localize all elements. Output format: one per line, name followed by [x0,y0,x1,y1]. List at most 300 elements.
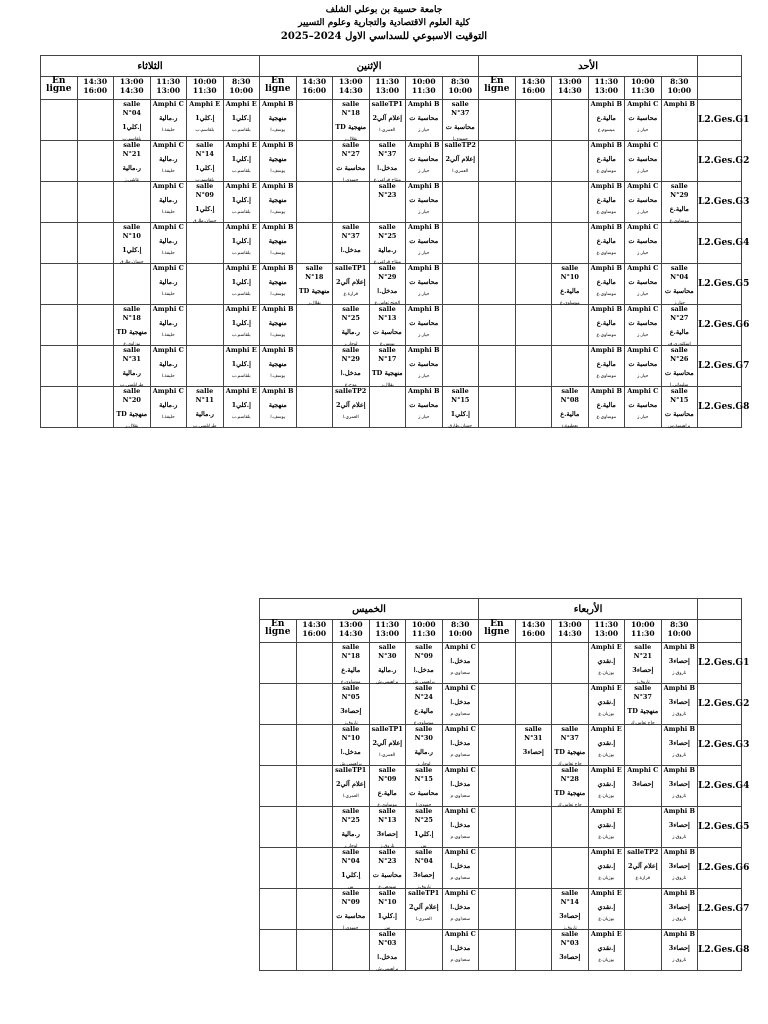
teacher-label: بقلال.ر [307,301,321,306]
session [297,807,333,847]
subject-label: إ.كلي1 [195,205,215,213]
teacher-label: حيار.ز [637,128,649,133]
session [78,305,114,345]
teacher-label: سعداوي.م [450,876,470,881]
session [187,182,223,222]
corner-cell [698,599,742,620]
group-label: L2.Ges.G2 [698,684,742,725]
time-slot-header: 14:30 16:00 [515,77,552,100]
session [187,223,223,263]
room-label: Amphi C [152,100,184,108]
teacher-label: بلقاسم.ب [195,128,215,133]
session [297,766,333,806]
session-cell [223,100,260,141]
session [260,930,296,970]
session [151,305,187,345]
session [625,807,661,847]
room-label: Amphi C [152,305,184,313]
subject-label: منهجية [268,278,287,286]
session-cell [150,387,187,428]
session-cell [406,643,443,684]
room-label: Amphi C [152,387,184,395]
room-label: salle N°14 [195,141,214,158]
session-cell [77,305,114,346]
faculty-name: كلية العلوم الاقتصادية والتجارية وعلوم التسيير [298,18,470,28]
session [151,387,187,427]
subject-label: إحصاء3 [668,780,690,788]
session [589,807,625,847]
room-label: salle N°31 [524,725,543,742]
session-cell [552,807,589,848]
subject-label: محاسبة ت [664,369,694,377]
teacher-label: حيار.ز [418,374,430,379]
session [589,766,625,806]
session [151,264,187,304]
subject-label: ر.مالية [378,666,397,674]
subject-label: مدخل.ا [450,739,471,747]
room-label: salleTP2 [444,141,476,149]
session [479,848,515,888]
session [516,643,552,683]
room-label: salleTP1 [371,100,403,108]
session-cell [260,387,297,428]
session [333,223,369,263]
teacher-label: العمري.ا [342,794,359,799]
room-label: Amphi C [152,223,184,231]
subject-label: محاسبة ت [409,319,439,327]
time-slot-header: 10:00 11:30 [406,620,443,643]
session-cell [260,643,297,684]
room-label: Amphi C [444,684,476,692]
teacher-label: بوزيان.ع [598,876,615,881]
session [552,346,588,386]
session [297,848,333,888]
session-cell [223,223,260,264]
group-label: L2.Ges.G5 [698,807,742,848]
session-cell [515,264,552,305]
room-label: Amphi B [408,223,440,231]
teacher-label: سعداوي.م [450,671,470,676]
time-slot-header: 8:30 10:00 [661,620,698,643]
session [187,141,223,181]
subject-label: ر.مالية [159,319,178,327]
teacher-label: بوبس.ع [379,342,395,347]
teacher-label: بوزيان.ع [598,671,615,676]
corner-cell [698,77,742,100]
session [479,182,515,222]
session [662,305,698,345]
session [662,100,698,140]
teacher-label: حيار.ز [418,128,430,133]
teacher-label: العمري.ا [342,415,359,420]
teacher-label: بوزيان.ع [598,753,615,758]
session [78,100,114,140]
session [516,930,552,970]
room-label: salle N°27 [670,305,689,322]
teacher-label: حيار.ز [637,374,649,379]
day-header: الأحد [479,56,698,77]
session-cell [187,182,224,223]
session-cell [552,141,589,182]
session-cell [588,766,625,807]
subject-label: مالية.ع [596,155,616,163]
teacher-label: سعداوي.م [450,917,470,922]
session-cell [406,387,443,428]
session-cell [260,684,297,725]
subject-label: إ.كلي1 [231,319,251,327]
room-label: salle N°15 [670,387,689,404]
session [260,643,296,683]
session [370,346,406,386]
teacher-label: حيار.ز [637,169,649,174]
session [114,346,150,386]
session-cell [625,305,662,346]
subject-label: ر.مالية [159,114,178,122]
teacher-label: العمري.ا [452,169,469,174]
session [370,848,406,888]
room-label: Amphi B [262,264,294,272]
session-cell [479,643,516,684]
session-cell [369,889,406,930]
room-label: Amphi E [225,264,257,272]
teacher-label: بلقاسم.ب [231,333,251,338]
session-cell [479,889,516,930]
session-cell [187,387,224,428]
session [260,346,296,386]
session [224,264,260,304]
room-label: salle N°25 [341,807,360,824]
teacher-label: ناروق.ز [672,794,687,799]
teacher-label: سعداوي.م [450,753,470,758]
session [297,100,333,140]
room-label: Amphi C [627,141,659,149]
day-header: الأربعاء [479,599,698,620]
session-cell [260,930,297,971]
session-cell [442,930,479,971]
session-cell [296,643,333,684]
session [333,766,369,806]
session [297,346,333,386]
session-cell [442,848,479,889]
session [260,100,296,140]
session [406,643,442,683]
teacher-label: س [421,844,427,849]
teacher-label: حيار.ز [418,292,430,297]
teacher-label: بلقاسم.ب [231,128,251,133]
session [260,889,296,929]
teacher-label: يوسف.ا [270,169,286,174]
session-cell [442,305,479,346]
session [625,387,661,427]
session [78,387,114,427]
teacher-label: غاشي.ز [124,178,140,183]
session-cell [625,387,662,428]
room-label: Amphi E [225,387,257,395]
session-cell [150,346,187,387]
teacher-label: موساوي.ع [413,721,434,726]
session-cell [442,807,479,848]
session-cell [625,848,662,889]
session-cell [369,305,406,346]
session [406,848,442,888]
teacher-label: سعداوي.م [450,712,470,717]
teacher-label: الجنح نعاس.ع [374,301,401,306]
subject-label: إ.كلي1 [450,410,470,418]
subject-label: إعلام آلي2 [335,780,366,788]
session-cell [552,766,589,807]
teacher-label: بقلال.ر [125,424,139,429]
room-label: salle N°04 [414,848,433,865]
room-label: salle N°21 [633,643,652,660]
subject-label: منهجية [268,155,287,163]
subject-label: TD منهجية [554,789,586,797]
subject-label: إ.كلي1 [195,164,215,172]
session-cell [661,930,698,971]
session-cell [442,643,479,684]
teacher-label: حيار.ز [418,251,430,256]
room-label: Amphi C [627,305,659,313]
teacher-label: طرابلسي.ب [120,383,144,388]
room-label: salle N°11 [195,387,214,404]
session [443,141,479,181]
subject-label: إ.كلي1 [414,830,434,838]
teacher-label: بوزيان.ع [598,917,615,922]
subject-label: محاسبة ت [664,287,694,295]
session [625,684,661,724]
room-label: Amphi C [444,930,476,938]
subject-label: إ.كلي1 [341,871,361,879]
room-label: salle N°18 [341,100,360,117]
subject-label: مدخل.ا [377,953,398,961]
session-cell [479,346,516,387]
session-cell [625,807,662,848]
subject-label: إ.نقدي [597,657,616,665]
group-row [41,141,742,182]
session-cell [77,264,114,305]
session-cell [333,223,370,264]
session-cell [588,807,625,848]
group-label: L2.Ges.G2 [698,141,742,182]
teacher-label: حيار.ز [637,415,649,420]
teacher-label: منتاح قراعي.ع [373,178,401,183]
time-slot-header: 8:30 10:00 [442,620,479,643]
subject-label: ر.مالية [122,369,141,377]
room-label: salle N°15 [451,387,470,404]
teacher-label: بوزيان.ع [598,712,615,717]
session [260,387,296,427]
teacher-label: موساوي.ع [596,374,617,379]
session-cell [187,346,224,387]
session [333,643,369,683]
session-cell [223,182,260,223]
room-label: Amphi E [225,346,257,354]
group-row [260,684,742,725]
teacher-label: بلقاسم.ب [231,210,251,215]
teacher-label: العمري.ا [379,753,396,758]
session [406,264,442,304]
subject-label: إحصاء3 [668,698,690,706]
teacher-label: حيار.ز [418,169,430,174]
session-cell [661,346,698,387]
subject-label: مالية.ع [596,278,616,286]
session-cell [333,684,370,725]
room-label: salleTP1 [408,889,440,897]
session [260,725,296,765]
room-label: Amphi E [225,223,257,231]
subject-label: مالية.ع [596,360,616,368]
session-cell [625,930,662,971]
session-cell [369,725,406,766]
session-cell [296,848,333,889]
subject-label: ر.مالية [159,360,178,368]
teacher-label: يوسف.ا [270,251,286,256]
session [625,725,661,765]
teacher-label: موساوي.ع [596,169,617,174]
room-label: Amphi E [590,807,622,815]
room-label: salleTP1 [335,766,367,774]
session [260,766,296,806]
session [552,848,588,888]
subject-label: إ.نقدي [597,780,616,788]
session [406,305,442,345]
session-cell [406,100,443,141]
room-label: salle N°15 [414,766,433,783]
session [187,346,223,386]
session-cell [41,387,78,428]
session [406,346,442,386]
session-cell [479,807,516,848]
session [516,387,552,427]
session [151,182,187,222]
room-label: Amphi B [663,684,696,692]
session-cell [41,141,78,182]
session-cell [625,141,662,182]
session [479,725,515,765]
room-label: Amphi B [590,264,622,272]
room-label: salle N°31 [122,346,141,363]
session-cell [588,346,625,387]
session [589,889,625,929]
subject-label: مدخل.ا [450,903,471,911]
session [589,643,625,683]
subject-label: إ.كلي1 [231,360,251,368]
group-row [41,100,742,141]
session [662,264,698,304]
session [114,305,150,345]
session [552,807,588,847]
teacher-label: س [348,885,354,890]
time-slot-header: 14:30 16:00 [296,77,333,100]
time-slot-header: 8:30 10:00 [442,77,479,100]
room-label: salle N°17 [378,346,397,363]
session [333,305,369,345]
session [589,141,625,181]
session [662,848,698,888]
session-cell [661,305,698,346]
teacher-label: سعداوي.م [450,958,470,963]
session [370,100,406,140]
session [333,807,369,847]
subject-label: TD منهجية [116,328,148,336]
room-label: Amphi B [408,387,440,395]
session-cell [552,264,589,305]
session [297,182,333,222]
day-header-row [260,599,742,620]
room-label: salle N°37 [633,684,652,701]
session-cell [515,346,552,387]
session [333,346,369,386]
teacher-label: لوجار.ر [416,762,431,767]
room-label: salle N°37 [560,725,579,742]
subject-label: مالية.ع [596,401,616,409]
teacher-label: ميسوم.ع [597,128,615,133]
session-cell [552,848,589,889]
session-cell [41,305,78,346]
room-label: Amphi B [590,223,622,231]
session-cell [625,643,662,684]
session-cell [442,141,479,182]
session [224,182,260,222]
subject-label: ر.مالية [159,155,178,163]
session-cell [114,223,151,264]
group-label: L2.Ges.G3 [698,725,742,766]
session-cell [77,182,114,223]
teacher-label: موساوي.ع [596,251,617,256]
teacher-label: حليفة.ا [161,210,175,215]
subject-label: محاسبة ت [628,114,658,122]
session [370,141,406,181]
subject-label: إحصاء3 [668,657,690,665]
subject-label: منهجية [268,401,287,409]
session-cell [479,684,516,725]
session [479,305,515,345]
teacher-label: ناروق.ز [672,876,687,881]
subject-label: ر.مالية [378,246,397,254]
teacher-label: العمري.ا [379,128,396,133]
room-label: Amphi C [152,182,184,190]
session-cell [260,725,297,766]
session [443,100,479,140]
session-cell [661,848,698,889]
session-cell [260,223,297,264]
session-cell [661,264,698,305]
session-cell [296,305,333,346]
session-cell [442,264,479,305]
teacher-label: موساوي.ع [669,219,690,224]
subject-label: مالية.ع [560,410,580,418]
session [333,100,369,140]
session-cell [406,305,443,346]
session [479,643,515,683]
session [224,387,260,427]
session-cell [588,141,625,182]
subject-label: مدخل.ا [450,862,471,870]
time-slot-header: 13:00 14:30 [333,77,370,100]
session-cell [442,766,479,807]
room-label: Amphi E [225,305,257,313]
session-cell [552,930,589,971]
subject-label: إحصاء3 [376,830,398,838]
subject-label: إ.كلي1 [231,401,251,409]
group-row [260,930,742,971]
room-label: salle N°25 [341,305,360,322]
subject-label: إ.كلي1 [231,114,251,122]
session-cell [333,387,370,428]
subject-label: منهجية [268,114,287,122]
session-cell [442,889,479,930]
room-label: salle N°25 [414,807,433,824]
session [479,264,515,304]
